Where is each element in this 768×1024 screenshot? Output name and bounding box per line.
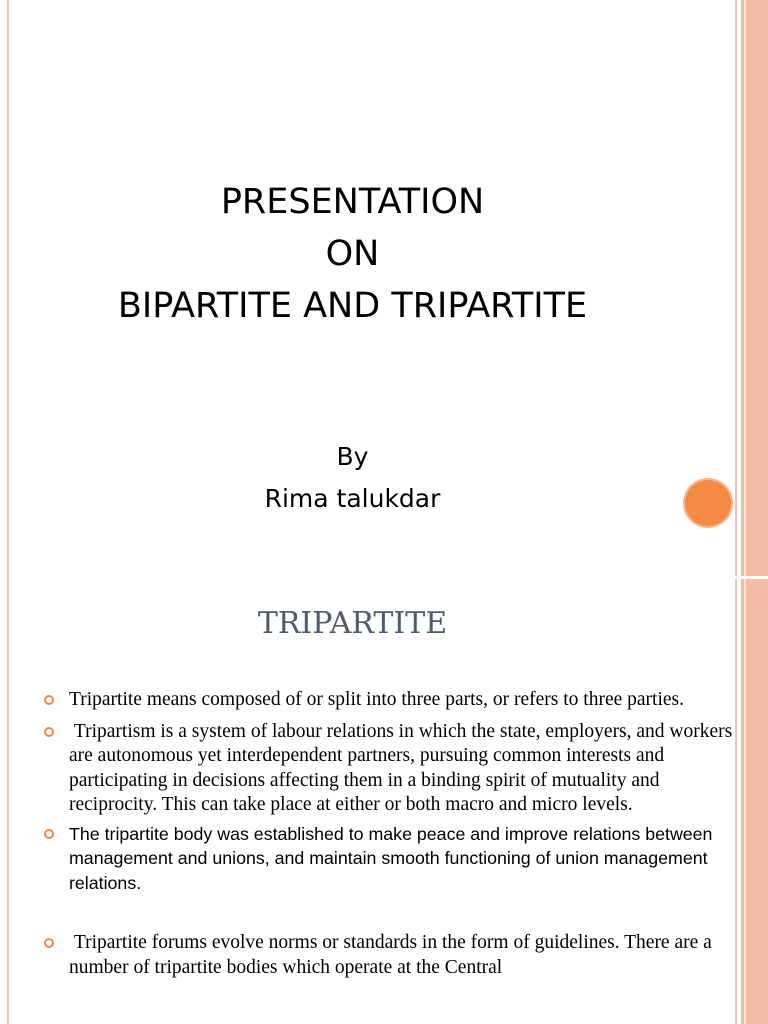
list-item: [44, 931, 734, 980]
bullet-text: Tripartism is a system of labour relations in which the state, employers, and workers are autonomous yet interdependent partners, pursuing common interests and participating in decisions affecting them in a binding spirit of mutuality and reciprocity. This can take place at either or both macro and micro levels.: [69, 720, 738, 815]
by-label: By: [336, 442, 369, 471]
bullet-text: Tripartite forums evolve norms or standards in the form of guidelines. There are a number of tripartite bodies which operate at the Central: [69, 932, 717, 978]
list-item: [44, 688, 734, 713]
circle-bullet-icon: [44, 727, 54, 737]
list-item: [44, 720, 738, 818]
circle-bullet-icon: [44, 829, 54, 839]
slide-divider: [735, 576, 768, 579]
bullet-text: Tripartite means composed of or split into three parts, or refers to three parties.: [69, 689, 684, 710]
author-block: [180, 436, 525, 520]
bullet-text: The tripartite body was established to make peace and improve relations between management and unions, and maintain smooth functioning of union management relations.: [69, 823, 713, 893]
circle-bullet-icon: [44, 695, 54, 705]
right-border-highlight: [744, 0, 746, 1024]
bullet-list: [44, 688, 738, 980]
list-item: [44, 822, 734, 896]
left-border-line: [7, 0, 9, 1024]
slide-title: [60, 176, 645, 332]
title-line-1: PRESENTATION: [220, 182, 485, 222]
title-line-2: ON: [325, 234, 380, 274]
title-line-3: BIPARTITE AND TRIPARTITE: [117, 286, 588, 326]
right-border-line: [735, 0, 737, 1024]
author-name: Rima talukdar: [264, 484, 441, 513]
circle-bullet-icon: [44, 938, 54, 948]
section-heading: TRIPARTITE: [257, 606, 448, 641]
orange-dot-icon: [685, 480, 731, 526]
